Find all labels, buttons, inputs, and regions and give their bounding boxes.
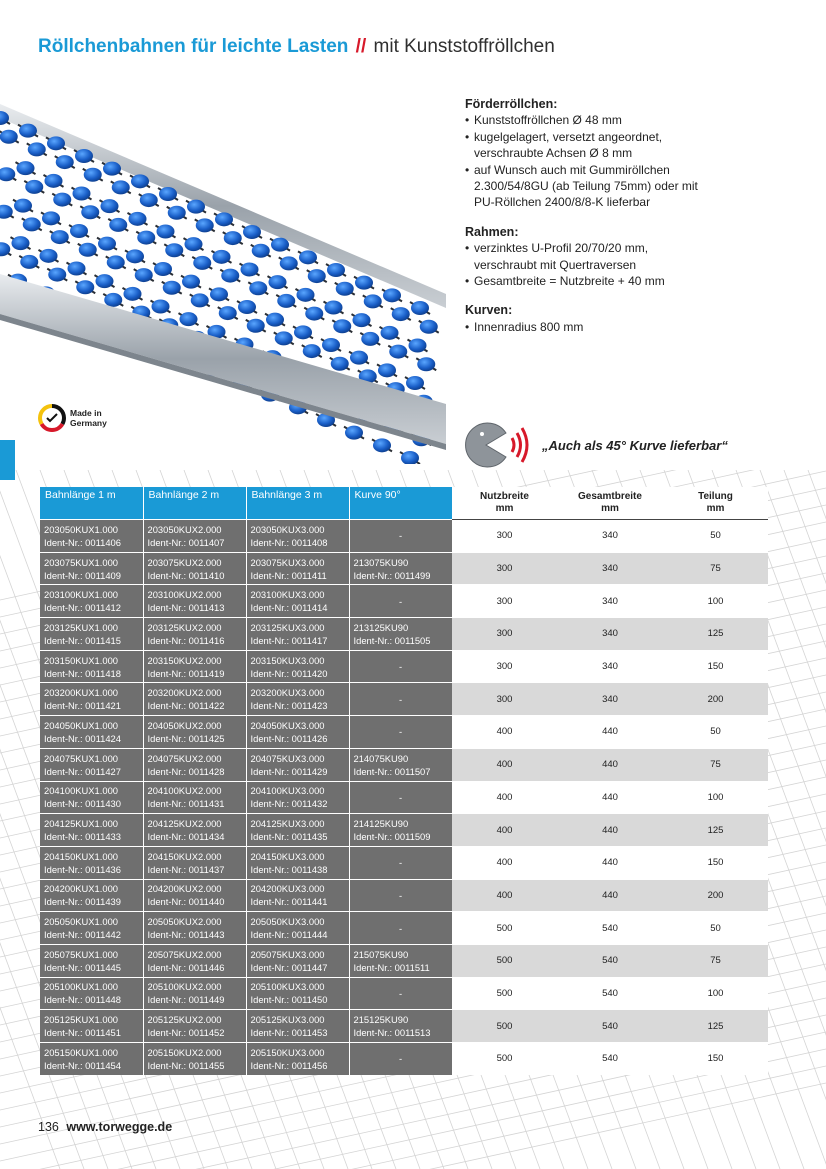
spec-heading: Kurven: [465,303,513,318]
article-cell: 205100KUX3.000 Ident-Nr.: 0011450 [246,977,349,1010]
spec-item: • auf Wunsch auch mit Gummiröllchen 2.300/54/8GU (ab Teilung 75mm) oder mit PU-Röllchen 2400/8/8-K lieferbar [465,162,765,211]
curve-cell: - [349,781,452,814]
spec-items [465,319,765,335]
article-cell: 204100KUX3.000 Ident-Nr.: 0011432 [246,781,349,814]
table-row [40,683,452,716]
dimension-cell: 100 [663,977,768,1010]
dimension-cell: 400 [452,716,557,749]
table-row [40,977,452,1010]
table-row [40,1043,452,1075]
dimension-cell: 300 [452,683,557,716]
dimension-cell: 500 [452,912,557,945]
article-cell: 204200KUX3.000 Ident-Nr.: 0011441 [246,879,349,912]
dimension-cell: 500 [452,944,557,977]
dimension-cell: 440 [557,814,663,847]
article-cell: 205125KUX1.000 Ident-Nr.: 0011451 [40,1010,143,1043]
article-cell: 204100KUX2.000 Ident-Nr.: 0011431 [143,781,246,814]
dimension-cell: 400 [452,748,557,781]
table-row [452,814,768,847]
article-cell: 203050KUX2.000 Ident-Nr.: 0011407 [143,520,246,553]
dimension-cell: 125 [663,814,768,847]
dimension-cell: 125 [663,618,768,651]
curve-cell: 215125KU90 Ident-Nr.: 0011513 [349,1010,452,1043]
spec-list [465,96,765,348]
dimension-cell: 440 [557,879,663,912]
dimension-cell: 340 [557,683,663,716]
dimension-cell: 540 [557,944,663,977]
article-cell: 204075KUX3.000 Ident-Nr.: 0011429 [246,748,349,781]
dimension-cell: 340 [557,552,663,585]
dimension-cell: 50 [663,716,768,749]
article-cell: 204050KUX2.000 Ident-Nr.: 0011425 [143,716,246,749]
table-row [452,781,768,814]
made-in-germany-badge [38,404,107,432]
curve-cell: 214075KU90 Ident-Nr.: 0011507 [349,748,452,781]
table-row [40,520,452,553]
table-row [40,552,452,585]
article-cell: 204150KUX1.000 Ident-Nr.: 0011436 [40,846,143,879]
dimension-cell: 50 [663,520,768,553]
article-cell: 205075KUX3.000 Ident-Nr.: 0011447 [246,944,349,977]
curve-cell: - [349,977,452,1010]
article-cell: 205050KUX2.000 Ident-Nr.: 0011443 [143,912,246,945]
article-cell: 203100KUX3.000 Ident-Nr.: 0011414 [246,585,349,618]
header-teilung: Teilung mm [663,487,768,520]
table-row [452,716,768,749]
table-row [452,879,768,912]
article-cell: 205150KUX3.000 Ident-Nr.: 0011456 [246,1043,349,1075]
article-cell: 203100KUX2.000 Ident-Nr.: 0011413 [143,585,246,618]
spec-item: • Gesamtbreite = Nutzbreite + 40 mm [465,273,765,289]
dimension-cell: 440 [557,846,663,879]
dimension-cell: 50 [663,912,768,945]
dimension-cell: 440 [557,748,663,781]
spec-item: • Kunststoffröllchen Ø 48 mm [465,112,765,128]
website-link[interactable]: www.torwegge.de [66,1120,173,1134]
dimension-cell: 540 [557,1010,663,1043]
table-row [452,650,768,683]
dimension-cell: 300 [452,585,557,618]
curve-icon [462,420,534,470]
spec-item: • Innenradius 800 mm [465,319,765,335]
dimension-cell: 400 [452,781,557,814]
header-length-1m: Bahnlänge 1 m [40,487,143,520]
article-cell: 204075KUX1.000 Ident-Nr.: 0011427 [40,748,143,781]
dimension-cell: 500 [452,1010,557,1043]
curve-cell: - [349,912,452,945]
table-row [452,520,768,553]
table-row [40,781,452,814]
article-cell: 205100KUX2.000 Ident-Nr.: 0011449 [143,977,246,1010]
article-cell: 204050KUX3.000 Ident-Nr.: 0011426 [246,716,349,749]
table-row [40,1010,452,1043]
table-row [40,879,452,912]
table-row [40,650,452,683]
dimension-cell: 100 [663,585,768,618]
page-title [38,36,555,58]
article-cell: 205100KUX1.000 Ident-Nr.: 0011448 [40,977,143,1010]
article-cell: 203050KUX1.000 Ident-Nr.: 0011406 [40,520,143,553]
article-cell: 203100KUX1.000 Ident-Nr.: 0011412 [40,585,143,618]
title-separator: // [355,36,367,57]
article-cell: 203150KUX1.000 Ident-Nr.: 0011418 [40,650,143,683]
made-in-germany-icon [38,404,66,432]
article-cell: 204100KUX1.000 Ident-Nr.: 0011430 [40,781,143,814]
header-nutzbreite: Nutzbreite mm [452,487,557,520]
curve-cell: 213075KU90 Ident-Nr.: 0011499 [349,552,452,585]
dimension-cell: 440 [557,781,663,814]
table-row [452,585,768,618]
dimension-cell: 500 [452,1043,557,1075]
table-row [40,912,452,945]
title-sub: mit Kunststoffröllchen [373,36,555,57]
article-cell: 204200KUX1.000 Ident-Nr.: 0011439 [40,879,143,912]
article-cell: 203075KUX2.000 Ident-Nr.: 0011410 [143,552,246,585]
table-row [40,748,452,781]
dimension-cell: 340 [557,520,663,553]
header-length-3m: Bahnlänge 3 m [246,487,349,520]
article-cell: 204050KUX1.000 Ident-Nr.: 0011424 [40,716,143,749]
table-row [452,944,768,977]
dimension-cell: 540 [557,1043,663,1075]
curve-cell: 214125KU90 Ident-Nr.: 0011509 [349,814,452,847]
curve-cell: - [349,846,452,879]
dimension-cell: 75 [663,552,768,585]
curve-cell: - [349,650,452,683]
article-cell: 204125KUX2.000 Ident-Nr.: 0011434 [143,814,246,847]
spec-heading: Förderröllchen: [465,97,558,111]
table-row [452,683,768,716]
curve-cell: - [349,1043,452,1075]
curve-note-text: „Auch als 45° Kurve lieferbar“ [542,437,728,453]
table-row [452,846,768,879]
table-row [452,1010,768,1043]
made-in-label: Made in Germany [70,408,107,428]
dimension-cell: 400 [452,846,557,879]
article-cell: 205075KUX2.000 Ident-Nr.: 0011446 [143,944,246,977]
article-cell: 203125KUX1.000 Ident-Nr.: 0011415 [40,618,143,651]
curve-cell: - [349,716,452,749]
article-cell: 204200KUX2.000 Ident-Nr.: 0011440 [143,879,246,912]
header-gesamtbreite: Gesamtbreite mm [557,487,663,520]
curve-cell: 215075KU90 Ident-Nr.: 0011511 [349,944,452,977]
article-cell: 205125KUX2.000 Ident-Nr.: 0011452 [143,1010,246,1043]
table-row [452,552,768,585]
dimension-cell: 340 [557,585,663,618]
dimension-cell: 200 [663,683,768,716]
dimension-cell: 150 [663,846,768,879]
article-cell: 203200KUX1.000 Ident-Nr.: 0011421 [40,683,143,716]
dimension-cell: 150 [663,1043,768,1075]
curve-cell: - [349,520,452,553]
dimension-cell: 300 [452,618,557,651]
article-cell: 204125KUX3.000 Ident-Nr.: 0011435 [246,814,349,847]
dimension-cell: 300 [452,520,557,553]
article-cell: 204125KUX1.000 Ident-Nr.: 0011433 [40,814,143,847]
curve-cell: 213125KU90 Ident-Nr.: 0011505 [349,618,452,651]
curve-cell: - [349,683,452,716]
page-number: 136 [38,1120,59,1134]
table-row [40,618,452,651]
article-cell: 203150KUX3.000 Ident-Nr.: 0011420 [246,650,349,683]
footer [38,1120,172,1134]
article-cell: 203125KUX3.000 Ident-Nr.: 0011417 [246,618,349,651]
spec-items [465,112,765,210]
article-cell: 205075KUX1.000 Ident-Nr.: 0011445 [40,944,143,977]
article-cell: 205150KUX1.000 Ident-Nr.: 0011454 [40,1043,143,1075]
header-length-2m: Bahnlänge 2 m [143,487,246,520]
spec-items [465,240,765,289]
dimension-cell: 340 [557,618,663,651]
dimension-cell: 400 [452,879,557,912]
title-main: Röllchenbahnen für leichte Lasten [38,36,349,57]
table-row [452,912,768,945]
article-cell: 204150KUX2.000 Ident-Nr.: 0011437 [143,846,246,879]
table-row [40,814,452,847]
article-table [40,487,453,1075]
article-cell: 203075KUX3.000 Ident-Nr.: 0011411 [246,552,349,585]
table-row [452,618,768,651]
table-row [40,944,452,977]
header-curve-90: Kurve 90° [349,487,452,520]
dimension-cell: 300 [452,650,557,683]
dimension-cell: 540 [557,912,663,945]
spec-item: • verzinktes U-Profil 20/70/20 mm, verschraubt mit Quertraversen [465,240,765,273]
article-cell: 205125KUX3.000 Ident-Nr.: 0011453 [246,1010,349,1043]
curve-cell: - [349,585,452,618]
article-cell: 205050KUX3.000 Ident-Nr.: 0011444 [246,912,349,945]
dimension-cell: 340 [557,650,663,683]
dimension-cell: 75 [663,748,768,781]
curve-note [462,420,728,470]
article-cell: 203200KUX2.000 Ident-Nr.: 0011422 [143,683,246,716]
dimension-cell: 75 [663,944,768,977]
dimension-cell: 200 [663,879,768,912]
article-cell: 205150KUX2.000 Ident-Nr.: 0011455 [143,1043,246,1075]
dimension-cell: 400 [452,814,557,847]
article-cell: 203150KUX2.000 Ident-Nr.: 0011419 [143,650,246,683]
table-row [40,846,452,879]
spec-heading: Rahmen: [465,224,519,239]
table-row [452,977,768,1010]
table-row [452,1043,768,1075]
dimension-cell: 300 [452,552,557,585]
dimension-table [452,487,768,1075]
table-row [40,716,452,749]
dimension-cell: 440 [557,716,663,749]
table-row [452,748,768,781]
dimension-cell: 540 [557,977,663,1010]
article-cell: 203125KUX2.000 Ident-Nr.: 0011416 [143,618,246,651]
dimension-cell: 125 [663,1010,768,1043]
dimension-cell: 100 [663,781,768,814]
article-cell: 203200KUX3.000 Ident-Nr.: 0011423 [246,683,349,716]
curve-cell: - [349,879,452,912]
article-cell: 204075KUX2.000 Ident-Nr.: 0011428 [143,748,246,781]
table-row [40,585,452,618]
article-cell: 203050KUX3.000 Ident-Nr.: 0011408 [246,520,349,553]
dimension-cell: 150 [663,650,768,683]
dimension-cell: 500 [452,977,557,1010]
article-cell: 204150KUX3.000 Ident-Nr.: 0011438 [246,846,349,879]
spec-item: • kugelgelagert, versetzt angeordnet, verschraubte Achsen Ø 8 mm [465,129,765,162]
article-cell: 205050KUX1.000 Ident-Nr.: 0011442 [40,912,143,945]
article-cell: 203075KUX1.000 Ident-Nr.: 0011409 [40,552,143,585]
